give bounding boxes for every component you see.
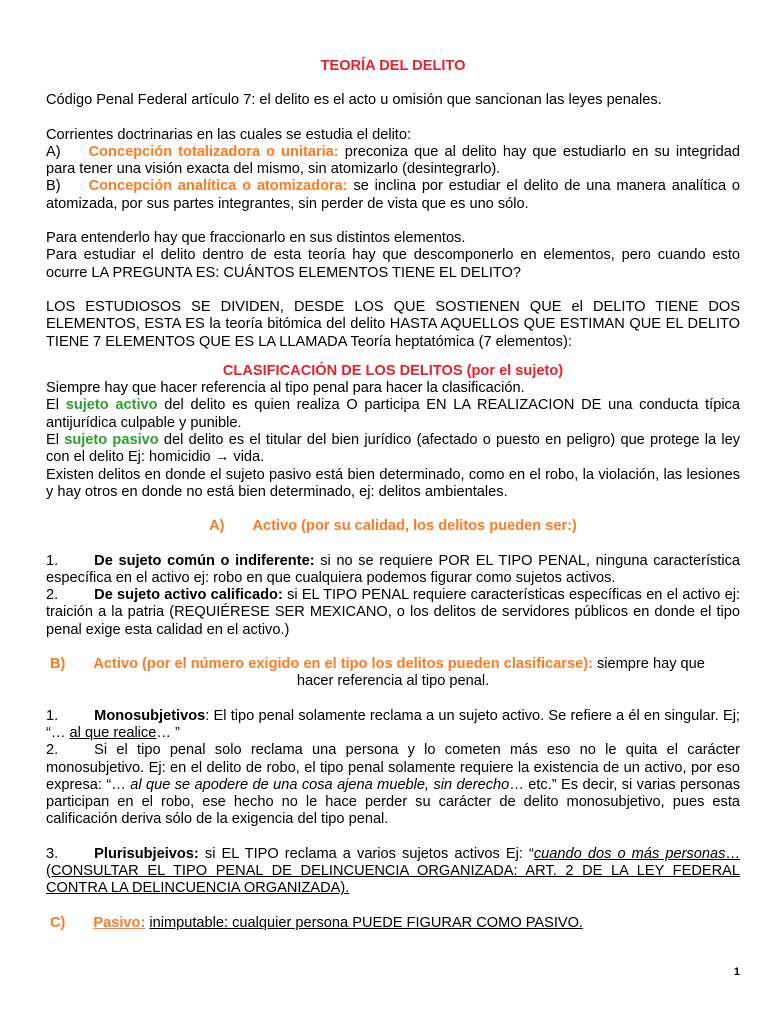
section-b-heading-line-2: hacer referencia al tipo penal. (296, 673, 490, 690)
sujeto-pasivo-text: del delito es el titular del bien jurídico (afectado o puesto en peligro) que protege la ley con el delito Ej: homicidio (46, 432, 740, 466)
estudiosos-paragraph: LOS ESTUDIOSOS SE DIVIDEN, DESDE LOS QUE SOSTIENEN QUE el DELITO TIENE DOS ELEMENTOS, ESTA ES la teoría bitómica del delito HASTA AQUELLOS QUE ESTIMAN QUE EL DELITO TIENE 7 ELEMENTOS QUE ES LA LLAMADA Teoría heptatómica (7 elementos): (46, 298, 740, 350)
item-text: : El tipo penal solamente reclama a un sujeto activo. Se refiere a él en singular. Ej; “ (46, 707, 740, 741)
text-el: El (46, 432, 59, 449)
item-number: 2. (46, 742, 59, 759)
quote-dos-o-mas: cuando dos o más personas (533, 845, 726, 862)
sujeto-activo-paragraph (46, 397, 740, 432)
entender-line-1: Para entenderlo hay que fraccionarlo en sus distintos elementos. (46, 230, 466, 247)
section-a-title: Activo (por su calidad, los delitos pueden ser:) (252, 518, 577, 535)
item-text-2: … etc.” Es decir, si varias personas participan en el robo, ese hecho no le hace perder su carácter de delito monosubjetivo, pues esta calificación deriva sólo de la exigencia del tipo penal. (46, 776, 741, 828)
item-number: 1. (46, 552, 59, 569)
sujeto-pasivo-end: vida. (233, 449, 265, 466)
intro-paragraph: Código Penal Federal artículo 7: el delito es el acto u omisión que sancionan las leyes penales. (46, 92, 662, 109)
quote-al-que-realice: al que realice (69, 724, 157, 741)
corrientes-item-a (46, 144, 740, 179)
item-number: 3. (46, 845, 59, 862)
term-sujeto-pasivo: sujeto pasivo (64, 432, 159, 449)
item-text: Si el tipo penal solo reclama una persona y lo cometen más eso no le quita el carácter monosubjetivo. Ej: en el delito de robo, el tipo penal solamente requiere la existencia de un activo, por eso expresa: “… (46, 742, 740, 793)
item-text: se inclina por estudiar el delito de una manera analítica o atomizada, por sus partes integrantes, sin perder de vista que es uno sólo. (46, 178, 740, 212)
existen-paragraph: Existen delitos en donde el sujeto pasivo está bien determinado, como en el robo, la violación, las lesiones y hay otros en donde no está bien determinado, ej: delitos ambientales. (46, 466, 740, 500)
section-a-marker: A) (209, 518, 225, 535)
section-a-item-2 (46, 587, 740, 639)
item-text: preconiza que al delito hay que estudiarlo en su integridad para tener una visión exacta del mismo, sin atomizarlo (desintegrarlo). (46, 143, 741, 178)
section-b-title: Activo (por el número exigido en el tipo los delitos pueden clasificarse): (93, 656, 593, 673)
corrientes-heading: Corrientes doctrinarias en las cuales se estudia el delito: (46, 126, 412, 143)
item-number: 1. (46, 707, 59, 724)
term-totalizadora: Concepción totalizadora o unitaria: (88, 143, 339, 160)
text-el: El (46, 397, 59, 414)
section-b-item-2 (46, 742, 740, 828)
item-marker: A) (46, 143, 61, 160)
section-b-marker: B) (50, 656, 66, 673)
section-b-title-tail: siempre hay que (597, 656, 705, 673)
section-c-marker: C) (50, 914, 66, 931)
clasificacion-line-1: Siempre hay que hacer referencia al tipo penal para hacer la clasificación. (46, 380, 525, 397)
quote-apodere: al que se apodere de una cosa ajena mueble, sin derecho (130, 776, 510, 793)
term-pasivo: Pasivo: (93, 914, 146, 931)
section-b-item-3 (46, 846, 740, 898)
term-sujeto-comun: De sujeto común o indiferente: (94, 552, 315, 569)
term-sujeto-activo: sujeto activo (65, 397, 158, 414)
page-title: TEORÍA DEL DELITO (320, 58, 466, 74)
term-sujeto-calificado: De sujeto activo calificado: (94, 587, 283, 604)
document-body (46, 58, 740, 932)
corrientes-item-b (46, 178, 740, 213)
term-analitica: Concepción analítica o atomizadora: (88, 178, 348, 195)
entender-line-2: Para estudiar el delito dentro de esta teoría hay que descomponerlo en elementos, pero cuando esto ocurre LA PREGUNTA ES: CUÁNTOS ELEMENTOS TIENE EL DELITO? (46, 247, 740, 281)
arrow-right-icon: → (214, 449, 230, 466)
section-b-item-1 (46, 708, 740, 743)
section-a-item-1 (46, 553, 740, 588)
term-monosubjetivos: Monosubjetivos (94, 707, 206, 724)
section-a-heading (46, 518, 740, 535)
item-text: si EL TIPO reclama a varios sujetos activos Ej: “ (204, 845, 534, 862)
quote-end: … ” (156, 724, 180, 741)
item-marker: B) (46, 178, 61, 195)
page-number: 1 (733, 966, 740, 978)
item-number: 2. (46, 587, 59, 604)
item-text: si EL TIPO PENAL requiere características específicas en el activo ej: traición a la patria (REQUIÉRESE SER MEXICANO, o los delitos de servidores públicos en donde el tipo penal exige esta calidad en el activo.) (46, 587, 740, 638)
item-text: si no se requiere POR EL TIPO PENAL, ninguna característica específica en el activo ej: robo en que cualquiera podemos figurar como sujetos activos. (46, 552, 741, 586)
sujeto-pasivo-paragraph (46, 432, 740, 467)
section-c-text: inimputable: cualquier persona PUEDE FIGURAR COMO PASIVO. (149, 914, 584, 931)
section-b-heading (46, 656, 740, 673)
item-text-2: …(CONSULTAR EL TIPO PENAL DE DELINCUENCIA ORGANIZADA: ART. 2 DE LA LEY FEDERAL CONTRA LA DELINCUENCIA ORGANIZADA). (46, 845, 740, 897)
sujeto-activo-text: del delito es quien realiza O participa EN LA REALIZACION DE una conducta típica antijurídica culpable y punible. (46, 397, 740, 431)
quote-ellipsis: … (50, 724, 70, 741)
clasificacion-heading: CLASIFICACIÓN DE LOS DELITOS (por el sujeto) (222, 362, 564, 379)
section-c (46, 915, 740, 932)
term-plurisubjetivos: Plurisubjeivos: (94, 845, 199, 862)
